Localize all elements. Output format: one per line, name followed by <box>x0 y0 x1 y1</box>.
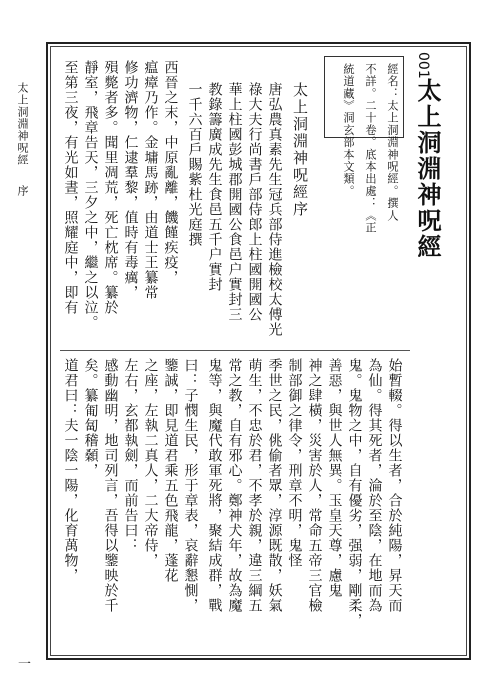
preface-line: 修功濟物，仁逮羣黎，值時有毒癘， <box>122 60 139 300</box>
text-line: 感動幽明，地司列言，吾得以鑒映於千 <box>102 358 119 613</box>
preface-line: 至第三夜，有光如晝，照耀庭中，即有 <box>62 60 79 315</box>
column-divider <box>60 350 410 351</box>
scripture-number: 001 <box>415 52 431 79</box>
notice-line: 不詳。二十卷。底本出處：《正 <box>364 63 377 234</box>
preface-line: 西晉之末，中原亂離，饑饉疾疫， <box>162 60 179 285</box>
credit-line: 華上柱國彭城郡開國公食邑户實封三 <box>226 82 243 322</box>
text-line: 為仙。得其死者，淪於至陰，在地而為 <box>366 358 383 613</box>
text-line: 鬼。鬼物之中，自有優劣，强弱，剛柔， <box>346 358 363 628</box>
text-line: 萌生，不忠於君，不孝於親，違三綱五 <box>246 358 263 613</box>
credit-line: 唐弘農真素先生冠兵部侍進檢校太傅光 <box>266 82 283 337</box>
text-line: 之座，左執二真人，二大帝侍， <box>142 358 159 568</box>
notice-line: 統道藏》洞玄部本文類。 <box>342 63 355 198</box>
text-line: 鬼等，與魔代敢軍死將，聚結成群，戰 <box>206 358 223 613</box>
preface-line: 瘟瘴乃作。金墉馬跡，由道士王纂常 <box>142 60 159 300</box>
page-number: 一 <box>18 657 32 672</box>
notice-box <box>324 56 404 234</box>
running-head-section: 序 <box>16 184 29 197</box>
notice-line: 經名：太上洞淵神呪經。撰人 <box>386 63 399 222</box>
preface-line: 靜室，飛章告天，三夕之中，繼之以泣。 <box>82 60 99 330</box>
text-line: 左右，玄都執劍，而前告曰： <box>122 358 139 553</box>
text-line: 道君曰：夫一陰一陽，化育萬物， <box>62 358 79 583</box>
preface-line: 殞斃者多。聞里凋荒，死亡枕席。纂於 <box>102 60 119 315</box>
credit-line: 祿大夫行尚書戶部侍郎上柱國開國公 <box>246 82 263 322</box>
text-line: 鑒誠，即見道君乘五色飛龍，蓬花 <box>162 358 179 583</box>
running-head-title: 太上洞淵神呪經 <box>16 82 29 166</box>
text-line: 神之肆橫，災害於人，常命五帝三官檢 <box>306 358 323 613</box>
credit-line: 一千六百戶賜紫杜光庭撰 <box>186 82 203 247</box>
text-line: 曰：子憫生民，形于章表，哀辭懇惻， <box>182 358 199 613</box>
scripture-title: 太上洞淵神呪經 <box>413 78 442 260</box>
preface-title: 太上洞淵神呪經序 <box>291 82 309 218</box>
text-line: 常之教，自有邪心。鄭神犬年，故為魔 <box>226 358 243 613</box>
running-head <box>14 82 30 197</box>
text-line: 矣。纂匍匐稽顙， <box>82 358 99 478</box>
text-line: 始暫輟。得以生者，合於純陽，昇天而 <box>386 358 403 613</box>
credit-line: 教錄籌廣成先生食邑五千户實封 <box>206 82 223 292</box>
text-line: 季世之民，佻偷者眾，淳源既散，妖氣 <box>266 358 283 613</box>
text-line: 善惡，與世人無異。玉皇天尊，慮鬼 <box>326 358 343 598</box>
text-line: 制部御之律令，刑章不明，鬼怪 <box>286 358 303 568</box>
